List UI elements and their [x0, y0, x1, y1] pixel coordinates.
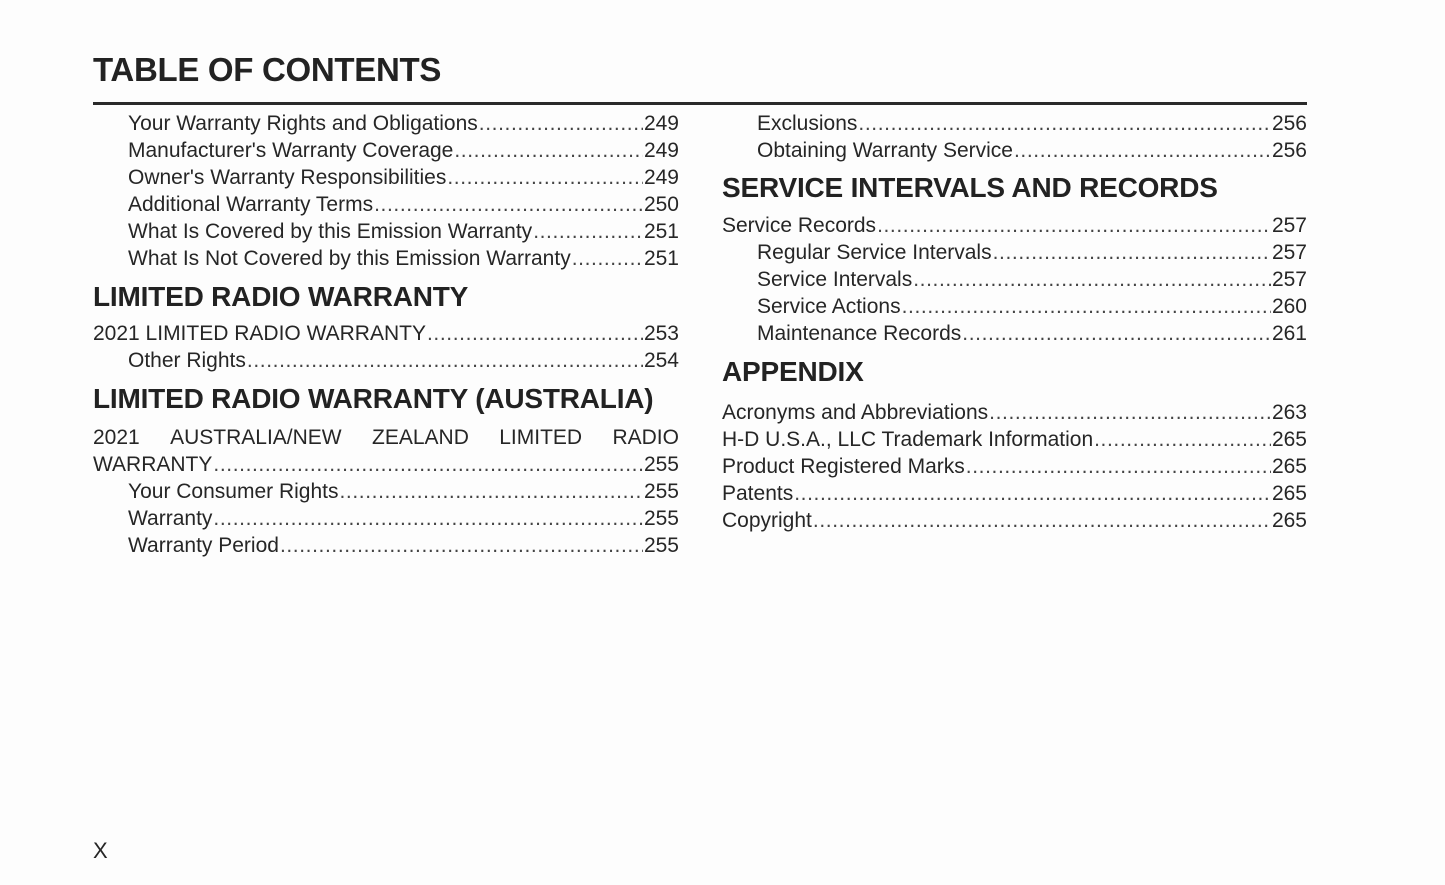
toc-entry[interactable]: [93, 347, 679, 374]
dot-leader: [340, 478, 643, 505]
toc-left-column: [93, 110, 679, 559]
dot-leader: [993, 239, 1271, 266]
toc-entry[interactable]: [722, 399, 1307, 426]
toc-entry[interactable]: [722, 110, 1307, 137]
toc-entry[interactable]: [93, 424, 679, 478]
title-divider: [93, 102, 1307, 105]
dot-leader: [572, 245, 643, 272]
dot-leader: [479, 110, 643, 137]
toc-entry-label: Manufacturer's Warranty Coverage: [128, 139, 454, 162]
toc-entry-label: What Is Covered by this Emission Warranty: [128, 220, 533, 243]
dot-leader: [213, 505, 643, 532]
toc-entry-line1: [93, 424, 679, 451]
toc-entry-page: 265: [1271, 428, 1307, 451]
toc-entry-label: Other Rights: [128, 349, 246, 372]
toc-entry-word: AUSTRALIA/NEW: [170, 426, 342, 449]
toc-entry-page: 257: [1271, 214, 1307, 237]
toc-entry-label: Patents: [722, 482, 794, 505]
toc-entry[interactable]: [93, 191, 679, 218]
toc-entry-page: 251: [643, 247, 679, 270]
toc-entry-page: 255: [643, 534, 679, 557]
toc-entry-page: 255: [643, 507, 679, 530]
dot-leader: [877, 212, 1271, 239]
toc-entry-page: 265: [1271, 509, 1307, 532]
toc-entry-word: 2021: [93, 426, 140, 449]
toc-entry-page: 261: [1271, 322, 1307, 345]
page-number: X: [93, 838, 108, 863]
toc-entry-page: 257: [1271, 268, 1307, 291]
toc-entry-label: Your Warranty Rights and Obligations: [128, 112, 478, 135]
dot-leader: [1014, 137, 1271, 164]
toc-entry[interactable]: [93, 245, 679, 272]
dot-leader: [247, 347, 643, 374]
toc-entry[interactable]: [93, 218, 679, 245]
toc-entry-label: Regular Service Intervals: [757, 241, 992, 264]
toc-entry[interactable]: [722, 453, 1307, 480]
toc-entry-label: H-D U.S.A., LLC Trademark Information: [722, 428, 1094, 451]
dot-leader: [213, 451, 643, 478]
toc-entry[interactable]: [93, 505, 679, 532]
toc-entry-label: Your Consumer Rights: [128, 480, 339, 503]
toc-entry-page: 249: [643, 112, 679, 135]
dot-leader: [454, 137, 643, 164]
toc-entry[interactable]: [722, 266, 1307, 293]
toc-entry-label: Copyright: [722, 509, 812, 532]
toc-entry-page: 256: [1271, 112, 1307, 135]
toc-entry[interactable]: [93, 320, 679, 347]
dot-leader: [813, 507, 1271, 534]
toc-entry-word: LIMITED: [499, 426, 583, 449]
toc-entry-page: 254: [643, 349, 679, 372]
toc-entry[interactable]: [93, 164, 679, 191]
toc-entry-page: 256: [1271, 139, 1307, 162]
toc-entry-label: WARRANTY: [93, 453, 213, 476]
toc-entry-word: ZEALAND: [372, 426, 469, 449]
dot-leader: [989, 399, 1271, 426]
dot-leader: [902, 293, 1271, 320]
toc-entry-line2: [93, 451, 679, 478]
toc-entry[interactable]: [722, 212, 1307, 239]
toc-entry[interactable]: [722, 239, 1307, 266]
toc-entry[interactable]: [722, 293, 1307, 320]
toc-entry-page: 255: [643, 480, 679, 503]
dot-leader: [374, 191, 643, 218]
dot-leader: [913, 266, 1271, 293]
toc-entry-page: 265: [1271, 455, 1307, 478]
toc-entry-page: 249: [643, 139, 679, 162]
dot-leader: [794, 480, 1271, 507]
toc-entry[interactable]: [93, 110, 679, 137]
section-heading-limited-radio-warranty: LIMITED RADIO WARRANTY: [93, 281, 469, 312]
toc-entry-label: Acronyms and Abbreviations: [722, 401, 989, 424]
toc-entry-page: 249: [643, 166, 679, 189]
toc-entry-page: 250: [643, 193, 679, 216]
toc-entry[interactable]: [722, 426, 1307, 453]
section-heading-limited-radio-warranty-australia: LIMITED RADIO WARRANTY (AUSTRALIA): [93, 383, 654, 414]
toc-entry[interactable]: [722, 320, 1307, 347]
dot-leader: [962, 320, 1271, 347]
toc-entry-label: Service Intervals: [757, 268, 913, 291]
toc-entry[interactable]: [722, 480, 1307, 507]
toc-entry-page: 265: [1271, 482, 1307, 505]
dot-leader: [447, 164, 643, 191]
toc-entry[interactable]: [93, 478, 679, 505]
toc-right-column: [722, 110, 1307, 534]
dot-leader: [858, 110, 1271, 137]
dot-leader: [280, 532, 643, 559]
dot-leader: [966, 453, 1271, 480]
toc-entry-page: 253: [643, 322, 679, 345]
toc-entry[interactable]: [93, 532, 679, 559]
dot-leader: [427, 320, 643, 347]
toc-entry-label: Warranty: [128, 507, 213, 530]
dot-leader: [1094, 426, 1271, 453]
toc-entry-label: What Is Not Covered by this Emission Warranty: [128, 247, 571, 270]
toc-entry-page: 260: [1271, 295, 1307, 318]
page-title: TABLE OF CONTENTS: [93, 51, 442, 88]
toc-entry-label: Exclusions: [757, 112, 858, 135]
toc-entry[interactable]: [93, 137, 679, 164]
toc-entry-label: Maintenance Records: [757, 322, 962, 345]
toc-entry-page: 263: [1271, 401, 1307, 424]
toc-entry-label: Additional Warranty Terms: [128, 193, 374, 216]
toc-entry-label: Service Actions: [757, 295, 901, 318]
toc-entry-page: 255: [643, 453, 679, 476]
toc-entry-word: RADIO: [612, 426, 679, 449]
toc-entry[interactable]: [722, 507, 1307, 534]
toc-entry-label: Product Registered Marks: [722, 455, 965, 478]
section-heading-appendix: APPENDIX: [722, 356, 864, 387]
toc-entry-label: Owner's Warranty Responsibilities: [128, 166, 447, 189]
dot-leader: [533, 218, 643, 245]
toc-entry-label: Service Records: [722, 214, 877, 237]
toc-entry-label: 2021 LIMITED RADIO WARRANTY: [93, 322, 426, 345]
section-heading-service-intervals-and-records: SERVICE INTERVALS AND RECORDS: [722, 172, 1218, 203]
toc-entry[interactable]: [722, 137, 1307, 164]
toc-entry-page: 257: [1271, 241, 1307, 264]
toc-entry-label: Warranty Period: [128, 534, 279, 557]
toc-entry-page: 251: [643, 220, 679, 243]
toc-entry-label: Obtaining Warranty Service: [757, 139, 1013, 162]
